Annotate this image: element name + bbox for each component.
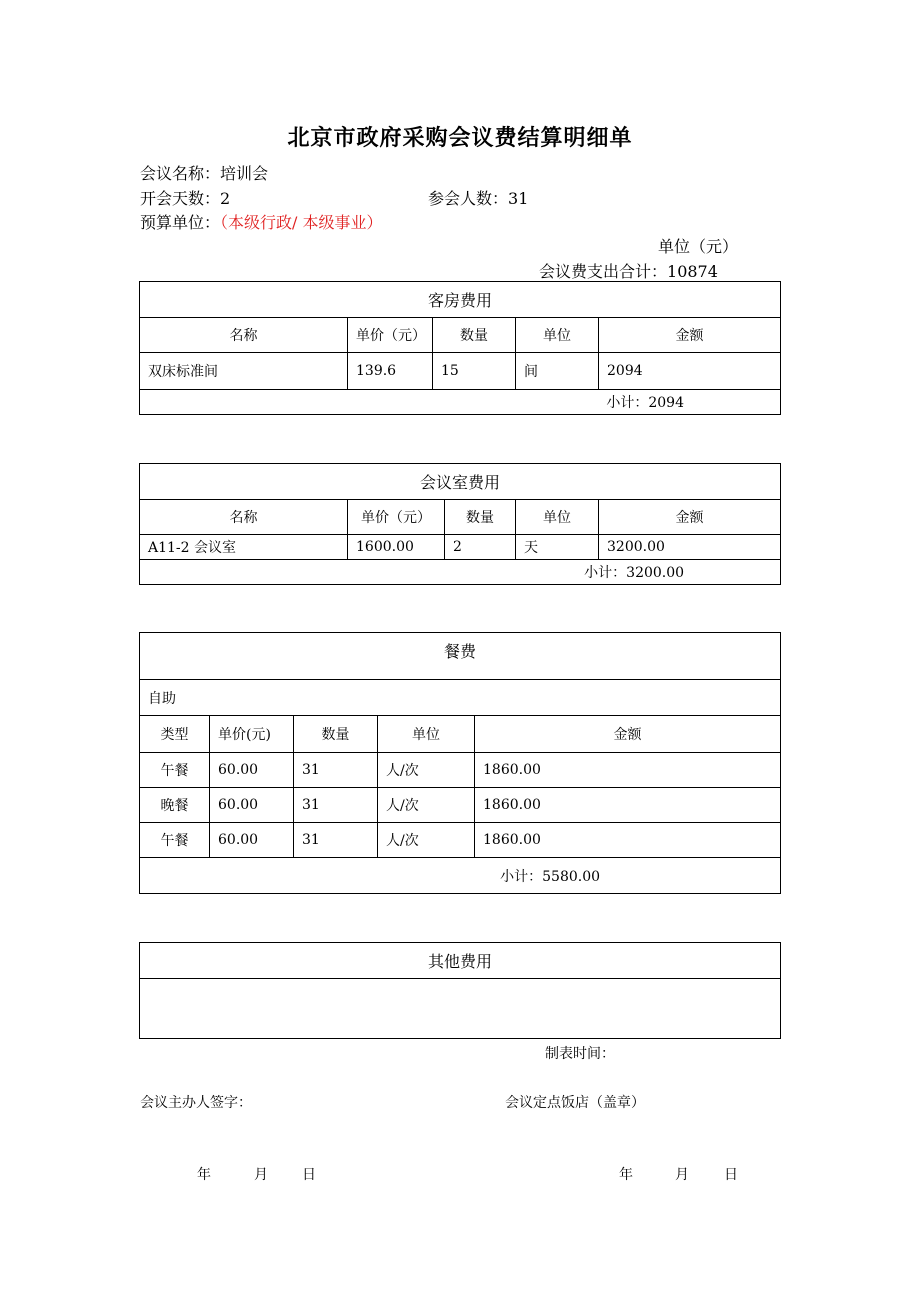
subtotal-value: 3200.00 <box>626 565 685 581</box>
hotel-month: 月 <box>675 1167 689 1183</box>
other-cost-content <box>140 979 781 1039</box>
table-cell: 人/次 <box>378 788 475 823</box>
subtotal-value: 2094 <box>648 395 684 411</box>
table-header: 单位 <box>516 318 599 353</box>
subtotal-value: 5580.00 <box>542 868 601 885</box>
table-cell: 晚餐 <box>140 788 210 823</box>
table-cell: 31 <box>294 753 378 788</box>
table-row <box>140 753 781 788</box>
table-cell: 60.00 <box>210 753 294 788</box>
meeting-room-subtotal <box>140 560 781 585</box>
meeting-name-label: 会议名称： <box>140 164 221 183</box>
table-header: 金额 <box>475 716 781 753</box>
table-header: 单价（元） <box>348 318 433 353</box>
table-cell: 1860.00 <box>475 823 781 858</box>
table-header: 名称 <box>140 500 348 535</box>
hotel-day: 日 <box>724 1167 738 1183</box>
table-row <box>140 788 781 823</box>
hotel-seal-label: 会议定点饭店（盖章） <box>505 1095 645 1111</box>
meeting-room-cost-title: 会议室费用 <box>140 464 781 500</box>
meeting-name <box>140 161 268 184</box>
table-header: 名称 <box>140 318 348 353</box>
meeting-name-value: 培训会 <box>220 164 269 183</box>
table-row <box>140 353 781 390</box>
table-row <box>140 823 781 858</box>
room-cost-title: 客房费用 <box>140 282 781 318</box>
meeting-days <box>140 186 230 209</box>
total-expense <box>539 259 718 282</box>
table-cell: 60.00 <box>210 788 294 823</box>
table-header: 单位 <box>516 500 599 535</box>
table-cell: 2094 <box>599 353 781 390</box>
total-expense-label: 会议费支出合计： <box>539 262 668 281</box>
table-cell: 午餐 <box>140 823 210 858</box>
table-cell: 2 <box>445 535 516 560</box>
table-cell: 天 <box>516 535 599 560</box>
table-cell: 139.6 <box>348 353 433 390</box>
table-header: 数量 <box>433 318 516 353</box>
subtotal-label: 小计： <box>584 565 627 581</box>
table-header: 金额 <box>599 318 781 353</box>
organizer-sign-label: 会议主办人签字： <box>140 1095 252 1111</box>
table-cell: 60.00 <box>210 823 294 858</box>
table-cell: A11-2 会议室 <box>140 535 348 560</box>
table-cell: 人/次 <box>378 823 475 858</box>
table-cell: 间 <box>516 353 599 390</box>
other-cost-table <box>139 942 781 1039</box>
room-subtotal <box>140 390 781 415</box>
table-header: 数量 <box>294 716 378 753</box>
table-cell: 1860.00 <box>475 788 781 823</box>
meeting-room-cost-table <box>139 463 781 585</box>
meeting-attendees-label: 参会人数： <box>428 189 509 208</box>
subtotal-label: 小计： <box>606 395 649 411</box>
budget-unit-label: 预算单位： <box>140 213 221 232</box>
table-cell: 人/次 <box>378 753 475 788</box>
table-header: 单价(元) <box>210 716 294 753</box>
budget-unit-value: （本级行政/ 本级事业） <box>220 213 383 232</box>
total-expense-value: 10874 <box>667 262 718 281</box>
table-cell: 1600.00 <box>348 535 445 560</box>
table-header: 单价（元） <box>348 500 445 535</box>
table-cell: 1860.00 <box>475 753 781 788</box>
made-time-label: 制表时间： <box>545 1046 615 1062</box>
table-header: 单位 <box>378 716 475 753</box>
hotel-year: 年 <box>619 1167 633 1183</box>
table-header: 类型 <box>140 716 210 753</box>
budget-unit <box>140 210 383 233</box>
subtotal-label: 小计： <box>500 868 543 885</box>
table-cell: 15 <box>433 353 516 390</box>
table-cell: 31 <box>294 788 378 823</box>
table-cell: 3200.00 <box>599 535 781 560</box>
meal-style: 自助 <box>140 680 781 716</box>
other-cost-title: 其他费用 <box>140 943 781 979</box>
table-header: 金额 <box>599 500 781 535</box>
table-header: 数量 <box>445 500 516 535</box>
table-cell: 31 <box>294 823 378 858</box>
organizer-day: 日 <box>302 1167 316 1183</box>
organizer-month: 月 <box>254 1167 268 1183</box>
page-title: 北京市政府采购会议费结算明细单 <box>287 125 633 151</box>
meal-cost-title: 餐费 <box>140 633 781 680</box>
room-cost-table <box>139 281 781 415</box>
table-cell: 午餐 <box>140 753 210 788</box>
organizer-year: 年 <box>197 1167 211 1183</box>
meeting-days-label: 开会天数： <box>140 189 221 208</box>
meeting-attendees <box>428 186 528 209</box>
meal-subtotal <box>140 858 781 894</box>
meeting-days-value: 2 <box>220 189 231 208</box>
meeting-attendees-value: 31 <box>508 189 529 208</box>
table-cell: 双床标准间 <box>140 353 348 390</box>
meal-cost-table <box>139 632 781 894</box>
table-row <box>140 535 781 560</box>
unit-note: 单位（元） <box>658 237 739 256</box>
